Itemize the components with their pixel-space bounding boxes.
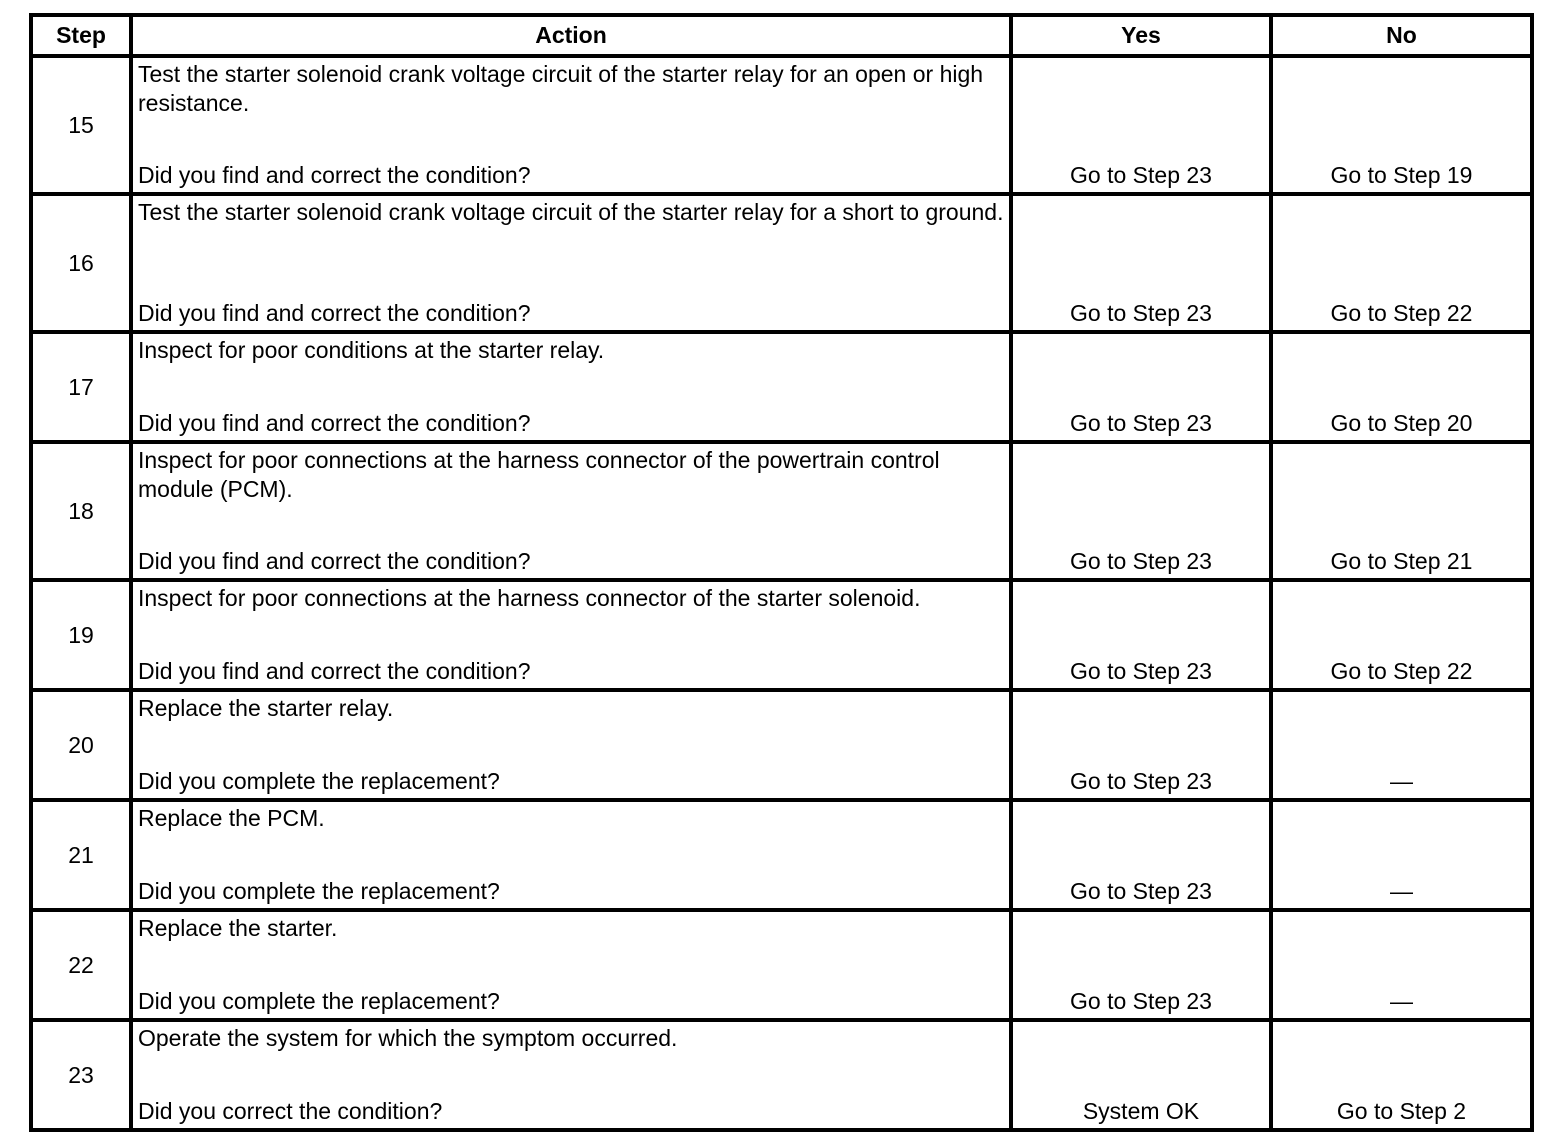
action-question: Did you find and correct the condition? [138,548,531,574]
action-cell [131,800,1011,910]
header-yes: Yes [1011,15,1271,56]
yes-result: Go to Step 23 [1011,332,1271,442]
no-result: — [1271,800,1532,910]
action-text: Inspect for poor connections at the harness connector of the powertrain control module (PCM). [138,447,940,502]
no-result: — [1271,690,1532,800]
step-number: 16 [31,194,131,332]
no-result: Go to Step 19 [1271,56,1532,194]
action-question: Did you find and correct the condition? [138,410,531,436]
table-row [31,442,1532,580]
no-result: Go to Step 2 [1271,1020,1532,1130]
table-row [31,332,1532,442]
step-number: 21 [31,800,131,910]
table-row [31,690,1532,800]
step-number: 20 [31,690,131,800]
action-text: Test the starter solenoid crank voltage circuit of the starter relay for a short to ground. [138,199,1004,225]
header-action: Action [131,15,1011,56]
action-text: Replace the starter relay. [138,695,394,721]
action-question: Did you complete the replacement? [138,768,500,794]
table-row [31,800,1532,910]
action-question: Did you find and correct the condition? [138,162,531,188]
table-row [31,194,1532,332]
yes-result: Go to Step 23 [1011,442,1271,580]
no-result: Go to Step 20 [1271,332,1532,442]
action-text: Inspect for poor connections at the harness connector of the starter solenoid. [138,585,921,611]
yes-result: System OK [1011,1020,1271,1130]
table-row [31,580,1532,690]
action-cell [131,580,1011,690]
action-cell [131,1020,1011,1130]
action-cell [131,910,1011,1020]
no-result: Go to Step 21 [1271,442,1532,580]
header-step: Step [31,15,131,56]
action-cell [131,56,1011,194]
yes-result: Go to Step 23 [1011,800,1271,910]
yes-result: Go to Step 23 [1011,910,1271,1020]
table-row [31,56,1532,194]
table-row [31,1020,1532,1130]
step-number: 23 [31,1020,131,1130]
header-no: No [1271,15,1532,56]
action-text: Replace the PCM. [138,805,325,831]
action-cell [131,194,1011,332]
step-number: 22 [31,910,131,1020]
step-number: 15 [31,56,131,194]
no-result: Go to Step 22 [1271,580,1532,690]
yes-result: Go to Step 23 [1011,690,1271,800]
yes-result: Go to Step 23 [1011,194,1271,332]
action-cell [131,690,1011,800]
action-text: Operate the system for which the symptom occurred. [138,1025,678,1051]
no-result: Go to Step 22 [1271,194,1532,332]
action-text: Replace the starter. [138,915,338,941]
action-text: Test the starter solenoid crank voltage circuit of the starter relay for an open or high resistance. [138,61,984,116]
action-question: Did you find and correct the condition? [138,658,531,684]
header-row [31,15,1532,56]
yes-result: Go to Step 23 [1011,56,1271,194]
table-row [31,910,1532,1020]
step-number: 17 [31,332,131,442]
no-result: — [1271,910,1532,1020]
step-number: 18 [31,442,131,580]
action-question: Did you correct the condition? [138,1098,443,1124]
action-question: Did you complete the replacement? [138,878,500,904]
action-question: Did you complete the replacement? [138,988,500,1014]
action-cell [131,442,1011,580]
yes-result: Go to Step 23 [1011,580,1271,690]
step-number: 19 [31,580,131,690]
action-question: Did you find and correct the condition? [138,300,531,326]
action-text: Inspect for poor conditions at the starter relay. [138,337,605,363]
action-cell [131,332,1011,442]
diagnostic-table [29,13,1534,1132]
